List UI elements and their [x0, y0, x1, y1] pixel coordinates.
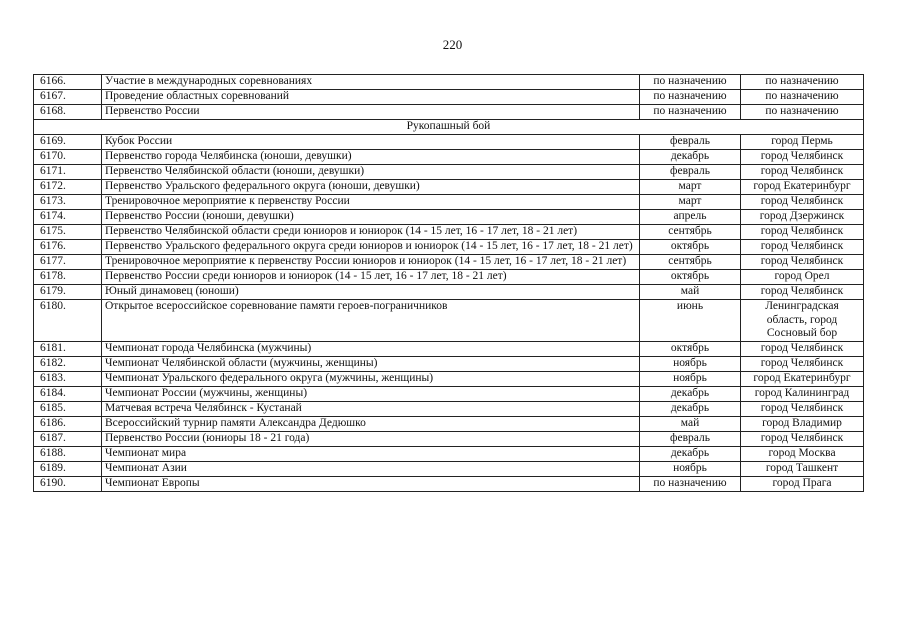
event-date: март	[640, 180, 741, 195]
event-date: февраль	[640, 431, 741, 446]
event-number: 6183.	[34, 371, 102, 386]
event-name: Первенство Уральского федерального округа (юноши, девушки)	[102, 180, 640, 195]
event-place: город Владимир	[741, 416, 864, 431]
page-number: 220	[442, 37, 463, 52]
event-number: 6188.	[34, 446, 102, 461]
event-date: по назначению	[640, 476, 741, 491]
event-date: сентябрь	[640, 255, 741, 270]
table-row	[34, 90, 864, 105]
table-row	[34, 195, 864, 210]
table-row	[34, 270, 864, 285]
event-date: ноябрь	[640, 461, 741, 476]
table-row	[34, 431, 864, 446]
event-place: город Челябинск	[741, 240, 864, 255]
event-place: по назначению	[741, 90, 864, 105]
table-row	[34, 150, 864, 165]
event-number: 6170.	[34, 150, 102, 165]
event-place: город Екатеринбург	[741, 371, 864, 386]
table-row	[34, 461, 864, 476]
event-place: город Пермь	[741, 135, 864, 150]
event-place: город Ташкент	[741, 461, 864, 476]
event-name: Первенство города Челябинска (юноши, девушки)	[102, 150, 640, 165]
event-place: город Дзержинск	[741, 210, 864, 225]
event-name: Тренировочное мероприятие к первенству России юниоров и юниорок (14 - 15 лет, 16 - 17 лет, 18 - 21 лет)	[102, 255, 640, 270]
event-date: по назначению	[640, 90, 741, 105]
event-number: 6187.	[34, 431, 102, 446]
events-table	[33, 74, 864, 492]
event-name: Всероссийский турнир памяти Александра Дедюшко	[102, 416, 640, 431]
event-place: город Челябинск	[741, 225, 864, 240]
event-place: по назначению	[741, 75, 864, 90]
events-table-body	[34, 75, 864, 492]
event-number: 6176.	[34, 240, 102, 255]
event-name: Чемпионат города Челябинска (мужчины)	[102, 341, 640, 356]
event-name: Первенство Челябинской области (юноши, девушки)	[102, 165, 640, 180]
event-name: Кубок России	[102, 135, 640, 150]
event-number: 6182.	[34, 356, 102, 371]
event-date: февраль	[640, 165, 741, 180]
table-row	[34, 135, 864, 150]
table-row	[34, 416, 864, 431]
event-date: ноябрь	[640, 356, 741, 371]
event-number: 6171.	[34, 165, 102, 180]
event-number: 6168.	[34, 105, 102, 120]
event-date: декабрь	[640, 150, 741, 165]
event-place: город Москва	[741, 446, 864, 461]
event-number: 6189.	[34, 461, 102, 476]
event-name: Чемпионат Челябинской области (мужчины, женщины)	[102, 356, 640, 371]
event-number: 6179.	[34, 285, 102, 300]
event-name: Первенство России среди юниоров и юниорок (14 - 15 лет, 16 - 17 лет, 18 - 21 лет)	[102, 270, 640, 285]
event-number: 6173.	[34, 195, 102, 210]
event-place: город Челябинск	[741, 255, 864, 270]
event-name: Тренировочное мероприятие к первенству России	[102, 195, 640, 210]
event-number: 6184.	[34, 386, 102, 401]
event-place: город Челябинск	[741, 341, 864, 356]
table-row	[34, 180, 864, 195]
event-name: Первенство России	[102, 105, 640, 120]
table-row	[34, 356, 864, 371]
event-number: 6181.	[34, 341, 102, 356]
table-row	[34, 341, 864, 356]
event-place: город Челябинск	[741, 150, 864, 165]
event-place: город Калининград	[741, 386, 864, 401]
table-row	[34, 210, 864, 225]
event-name: Первенство Челябинской области среди юниоров и юниорок (14 - 15 лет, 16 - 17 лет, 18 - 21 лет)	[102, 225, 640, 240]
event-date: по назначению	[640, 105, 741, 120]
event-number: 6174.	[34, 210, 102, 225]
section-row	[34, 120, 864, 135]
event-name: Первенство России (юноши, девушки)	[102, 210, 640, 225]
event-date: май	[640, 285, 741, 300]
event-date: апрель	[640, 210, 741, 225]
event-name: Чемпионат мира	[102, 446, 640, 461]
event-date: март	[640, 195, 741, 210]
event-date: декабрь	[640, 401, 741, 416]
table-row	[34, 401, 864, 416]
event-date: декабрь	[640, 386, 741, 401]
event-number: 6166.	[34, 75, 102, 90]
table-row	[34, 285, 864, 300]
table-row	[34, 105, 864, 120]
table-row	[34, 240, 864, 255]
section-title: Рукопашный бой	[34, 120, 864, 135]
event-date: октябрь	[640, 270, 741, 285]
event-place: город Орел	[741, 270, 864, 285]
event-number: 6178.	[34, 270, 102, 285]
table-row	[34, 255, 864, 270]
event-number: 6190.	[34, 476, 102, 491]
event-number: 6186.	[34, 416, 102, 431]
event-date: ноябрь	[640, 371, 741, 386]
event-date: февраль	[640, 135, 741, 150]
event-number: 6177.	[34, 255, 102, 270]
event-name: Чемпионат Азии	[102, 461, 640, 476]
event-place: город Челябинск	[741, 356, 864, 371]
event-number: 6172.	[34, 180, 102, 195]
event-date: май	[640, 416, 741, 431]
event-name: Первенство России (юниоры 18 - 21 года)	[102, 431, 640, 446]
table-row	[34, 386, 864, 401]
table-row	[34, 165, 864, 180]
event-place: город Челябинск	[741, 401, 864, 416]
event-name: Участие в международных соревнованиях	[102, 75, 640, 90]
event-date: июнь	[640, 300, 741, 342]
table-row	[34, 300, 864, 342]
event-number: 6169.	[34, 135, 102, 150]
event-date: декабрь	[640, 446, 741, 461]
event-date: октябрь	[640, 341, 741, 356]
event-name: Чемпионат Уральского федерального округа (мужчины, женщины)	[102, 371, 640, 386]
event-name: Юный динамовец (юноши)	[102, 285, 640, 300]
event-date: по назначению	[640, 75, 741, 90]
table-row	[34, 446, 864, 461]
event-place: Ленинградская область, город Сосновый бор	[741, 300, 864, 342]
table-row	[34, 75, 864, 90]
event-number: 6180.	[34, 300, 102, 342]
event-name: Чемпионат Европы	[102, 476, 640, 491]
event-place: город Челябинск	[741, 431, 864, 446]
table-row	[34, 476, 864, 491]
event-name: Чемпионат России (мужчины, женщины)	[102, 386, 640, 401]
event-place: город Прага	[741, 476, 864, 491]
event-place: по назначению	[741, 105, 864, 120]
table-row	[34, 371, 864, 386]
event-name: Матчевая встреча Челябинск - Кустанай	[102, 401, 640, 416]
event-name: Первенство Уральского федерального округа среди юниоров и юниорок (14 - 15 лет, 16 - 17 лет, 18 - 21 лет)	[102, 240, 640, 255]
event-place: город Челябинск	[741, 165, 864, 180]
event-name: Открытое всероссийское соревнование памяти героев-пограничников	[102, 300, 640, 342]
table-row	[34, 225, 864, 240]
event-date: сентябрь	[640, 225, 741, 240]
event-date: октябрь	[640, 240, 741, 255]
event-place: город Челябинск	[741, 285, 864, 300]
event-place: город Челябинск	[741, 195, 864, 210]
event-number: 6175.	[34, 225, 102, 240]
event-place: город Екатеринбург	[741, 180, 864, 195]
event-number: 6185.	[34, 401, 102, 416]
event-name: Проведение областных соревнований	[102, 90, 640, 105]
event-number: 6167.	[34, 90, 102, 105]
